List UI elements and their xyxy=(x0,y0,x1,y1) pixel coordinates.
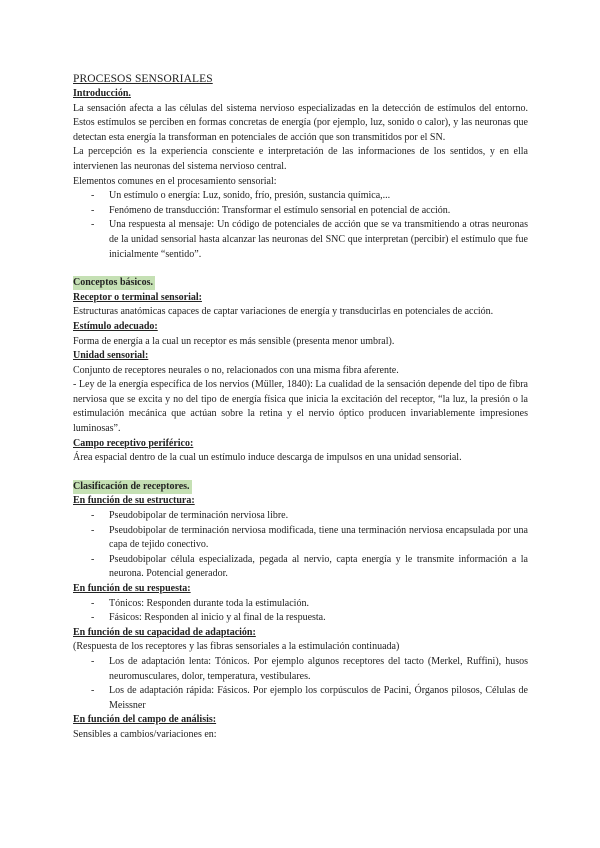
clasificacion-heading: Clasificación de receptores. xyxy=(73,480,190,492)
estructura-title: En función de su estructura: xyxy=(73,495,195,507)
intro-paragraph-2: La percepción es la experiencia consciente e interpretación de las informaciones de los sentidos, y en ella intervienen las neuronas del sistema nervioso central. xyxy=(73,146,528,172)
list-item: - Un estímulo o energía: Luz, sonido, frío, presión, sustancia química,... xyxy=(73,189,528,204)
list-item: - Tónicos: Responden durante toda la estimulación. xyxy=(73,597,528,612)
list-item: - Pseudobipolar de terminación nerviosa libre. xyxy=(73,509,528,524)
campo-analisis-text: Sensibles a cambios/variaciones en: xyxy=(73,728,217,740)
spacer xyxy=(73,262,528,276)
campo-receptivo-text: Área espacial dentro de la cual un estímulo induce descarga de impulsos en una unidad sensorial. xyxy=(73,452,462,464)
campo-analisis-title: En función del campo de análisis: xyxy=(73,714,217,726)
unidad-text-2: - Ley de la energía específica de los nervios (Müller, 1840): La cualidad de la sensación depende del tipo de fibra nerviosa que se excita y no del tipo de energía física que inicia la excitación del receptor, “la luz, la presión o la estimulación mecánica que actúan sobre la retina y el nervio óptico producen invariablemente impresiones luminosas”. xyxy=(73,379,528,435)
list-item: - Fásicos: Responden al inicio y al final de la respuesta. xyxy=(73,611,528,626)
estimulo-text: Forma de energía a la cual un receptor es más sensible (presenta menor umbral). xyxy=(73,335,395,347)
adaptacion-list xyxy=(73,655,528,713)
campo-receptivo-title: Campo receptivo periférico: xyxy=(73,437,194,449)
bullet-dash: - xyxy=(91,510,95,522)
respuesta-title: En función de su respuesta: xyxy=(73,583,191,594)
list-item: - Una respuesta al mensaje: Un código de potenciales de acción que se va transmitiendo a otras neuronas de la unidad sensorial hasta alcanzar las neuronas del SNC que interpretan (percibir) el estímulo que fue inicialmente “sentido”. xyxy=(91,219,528,260)
receptor-text: Estructuras anatómicas capaces de captar variaciones de energía y transducirlas en potenciales de acción. xyxy=(73,306,494,318)
spacer xyxy=(73,466,528,480)
conceptos-heading: Conceptos básicos. xyxy=(73,277,154,289)
bullet-dash: - xyxy=(91,190,95,202)
intro-paragraph-3: Elementos comunes en el procesamiento sensorial: xyxy=(73,175,277,187)
document-page xyxy=(73,72,528,743)
bullet-dash: - xyxy=(91,597,95,609)
unidad-title: Unidad sensorial: xyxy=(73,350,149,362)
estimulo-title: Estímulo adecuado: xyxy=(73,320,158,332)
unidad-text-1: Conjunto de receptores neurales o no, relacionados con una misma fibra aferente. xyxy=(73,364,399,376)
receptor-title: Receptor o terminal sensorial: xyxy=(73,291,202,303)
bullet-dash: - xyxy=(91,655,95,667)
adaptacion-title: En función de su capacidad de adaptación: xyxy=(73,626,256,638)
estructura-list xyxy=(73,509,528,582)
bullet-dash: - xyxy=(91,524,95,536)
intro-paragraph-1: La sensación afecta a las células del sistema nervioso especializadas en la detección de estímulos del entorno. Estos estímulos se perciben en formas concretas de energía (por ejemplo, luz, sonido o calor), y las neuronas que detectan esta energía la transforman en potenciales de acción que son transmitidos por el SN. xyxy=(73,102,528,143)
document-title: PROCESOS SENSORIALES xyxy=(73,73,213,85)
list-item: - Fenómeno de transducción: Transformar el estímulo sensorial en potencial de acción. xyxy=(73,204,528,219)
bullet-dash: - xyxy=(91,685,95,697)
intro-list xyxy=(73,189,528,262)
bullet-dash: - xyxy=(91,219,95,231)
list-item: - Pseudobipolar célula especializada, pegada al nervio, capta energía y le transmite información a la neurona. Potencial generador. xyxy=(91,553,528,580)
list-item: - Los de adaptación rápida: Fásicos. Por ejemplo los corpúsculos de Pacini, Órganos pilosos, Células de Meissner xyxy=(91,685,528,711)
adaptacion-note: (Respuesta de los receptores y las fibras sensoriales a la estimulación continuada) xyxy=(73,641,400,653)
bullet-dash: - xyxy=(91,204,95,216)
intro-heading: Introducción. xyxy=(73,88,131,99)
list-item: - Pseudobipolar de terminación nerviosa modificada, tiene una terminación nerviosa encapsulada por una capa de tejido conectivo. xyxy=(91,524,528,551)
bullet-dash: - xyxy=(91,553,95,565)
bullet-dash: - xyxy=(91,612,95,624)
list-item: - Los de adaptación lenta: Tónicos. Por ejemplo algunos receptores del tacto (Merkel, Ruffini), husos neuromusculares, dolor, temperatura, vestibulares. xyxy=(91,655,528,682)
respuesta-list xyxy=(73,597,528,626)
